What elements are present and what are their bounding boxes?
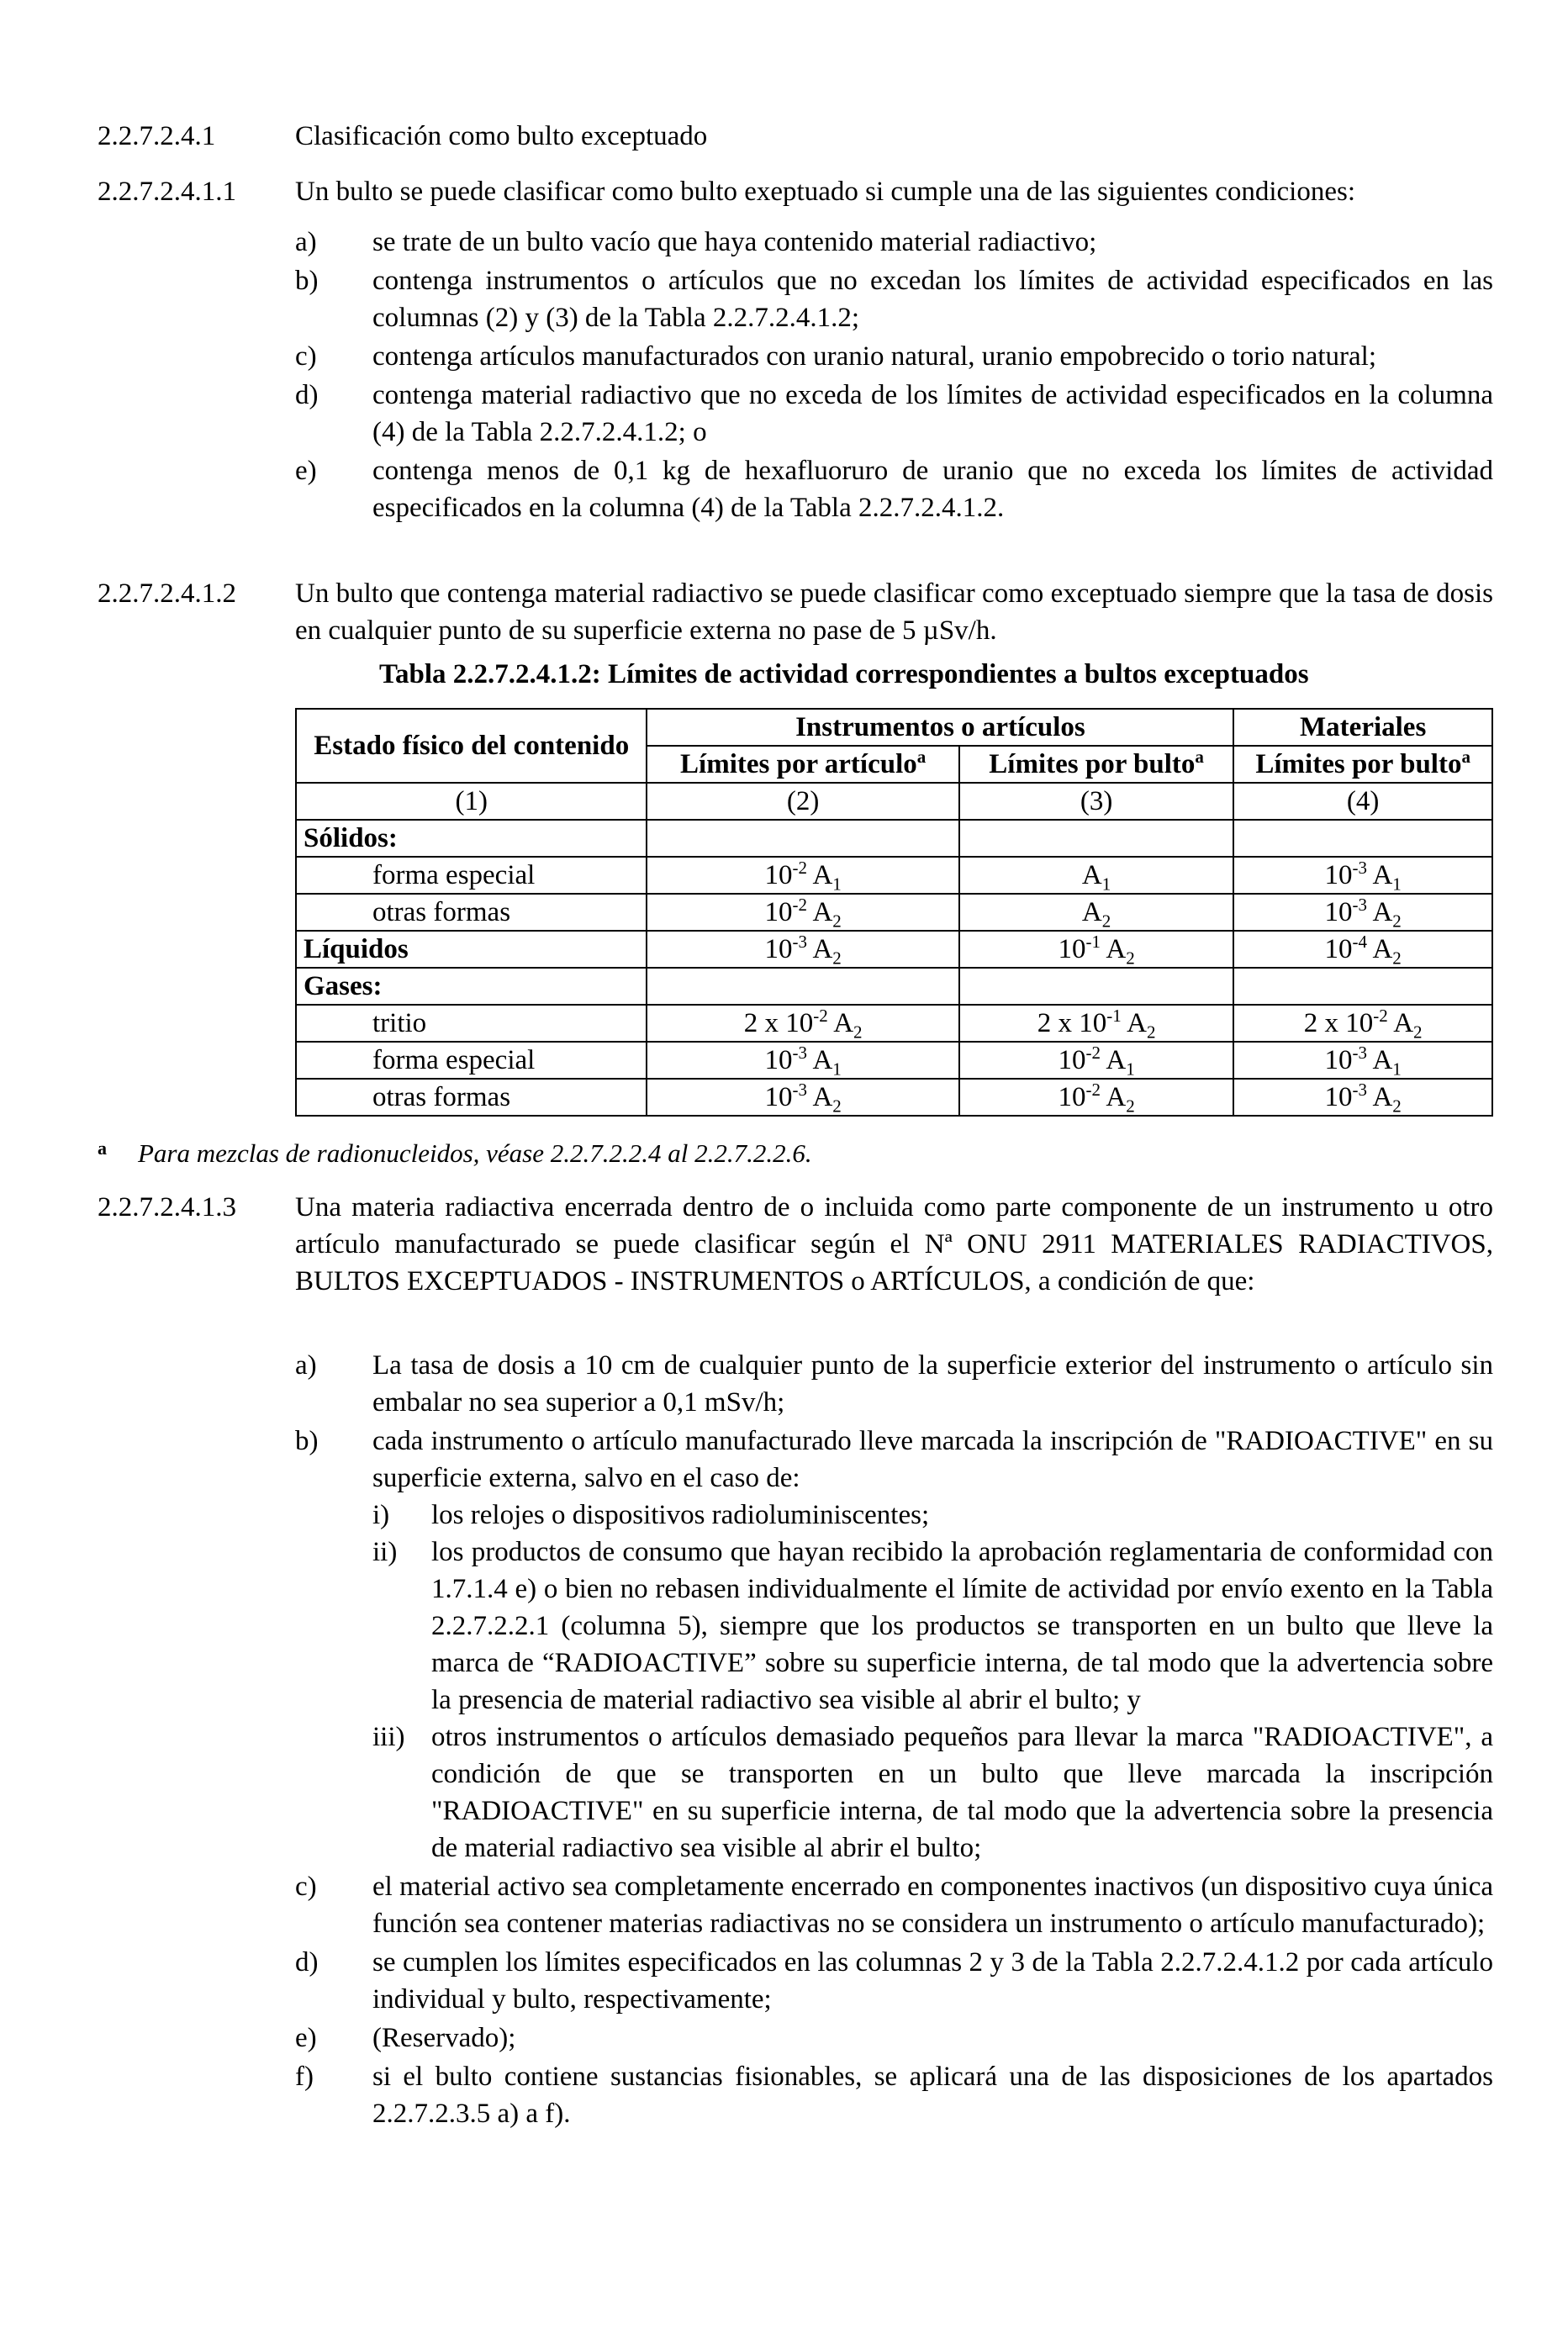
header-text: Límites por bulto [989, 749, 1196, 779]
list-item [295, 1423, 1493, 1867]
header-text: Límites por artículo [680, 749, 917, 779]
paragraph-text: Un bulto se puede clasificar como bulto exeptuado si cumple una de las siguientes condiciones: [295, 177, 1355, 207]
limit-cell: 2 x $10^{-1}$ $A_2$ [959, 1005, 1233, 1042]
header-text: Límites por bulto [1255, 749, 1462, 779]
table-row [296, 857, 1492, 894]
paragraph-2-2-7-2-4-1-2 [98, 575, 1493, 649]
limit-cell: 2 x $10^{-2}$ $A_2$ [1233, 1005, 1492, 1042]
paragraph-text: Una materia radiactiva encerrada dentro de o incluida como parte componente de un instrumento u otro artículo manufacturado se puede clasificar según el Nª ONU 2911 MATERIALES RADIACTIVOS, BULTOS EXCEPTUADOS - INSTRUMENTOS o ARTÍCULOS, a condición de que: [295, 1192, 1493, 1296]
item-label: a) [295, 1350, 317, 1381]
table-row [296, 1042, 1492, 1079]
limit-cell: $10^{-4}$ $A_2$ [1233, 931, 1492, 968]
category-solids: Sólidos: [296, 820, 647, 857]
paragraph-2-2-7-2-4-1-3 [98, 1189, 1493, 1300]
list-item [295, 2020, 1493, 2057]
item-label: b) [295, 266, 319, 296]
item-text: se trate de un bulto vacío que haya contenido material radiactivo; [372, 227, 1097, 257]
row-label: tritio [296, 1005, 647, 1042]
item-text: contenga instrumentos o artículos que no excedan los límites de actividad especificados en las columnas (2) y (3) de la Tabla 2.2.7.2.4.1.2; [372, 266, 1493, 333]
section-number: 2.2.7.2.4.1 [98, 121, 216, 151]
list-item [295, 377, 1493, 451]
sub-item-label: ii) [372, 1537, 398, 1567]
list-item [295, 262, 1493, 336]
item-label: a) [295, 227, 317, 257]
item-label: e) [295, 2023, 317, 2053]
limit-cell: $10^{-1}$ $A_2$ [959, 931, 1233, 968]
section-title: Clasificación como bulto exceptuado [295, 121, 708, 151]
row-label: otras formas [296, 1079, 647, 1116]
row-label: forma especial [296, 857, 647, 894]
list-item [295, 338, 1493, 375]
header-state: Estado físico del contenido [296, 709, 647, 783]
limit-cell: $10^{-3}$ $A_2$ [1233, 894, 1492, 931]
header-instruments: Instrumentos o artículos [647, 709, 1233, 746]
header-per-package [959, 746, 1233, 783]
header-materials: Materiales [1233, 709, 1492, 746]
condition-list [295, 224, 1493, 528]
sub-list-item [372, 1497, 1493, 1534]
item-label: c) [295, 1872, 317, 1902]
sub-list-item [372, 1534, 1493, 1719]
limit-cell: $A_1$ [959, 857, 1233, 894]
limit-cell: $10^{-2}$ $A_2$ [647, 894, 958, 931]
item-text: contenga material radiactivo que no exceda de los límites de actividad especificados en la columna (4) de la Tabla 2.2.7.2.4.1.2; o [372, 380, 1493, 447]
table-row [296, 931, 1492, 968]
item-text: contenga artículos manufacturados con uranio natural, uranio empobrecido o torio natural; [372, 341, 1376, 372]
section-heading [98, 118, 1493, 155]
limit-cell: $10^{-2}$ $A_2$ [959, 1079, 1233, 1116]
paragraph-number: 2.2.7.2.4.1.2 [98, 578, 236, 609]
row-label: otras formas [296, 894, 647, 931]
activity-limits-table [295, 708, 1493, 1117]
paragraph-text: Un bulto que contenga material radiactivo se puede clasificar como exceptuado siempre que la tasa de dosis en cualquier punto de su superficie externa no pase de 5 µSv/h. [295, 578, 1493, 646]
limit-cell: $10^{-2}$ $A_1$ [959, 1042, 1233, 1079]
footnote-mark: a [98, 1138, 107, 1159]
item-text: cada instrumento o artículo manufacturado lleve marcada la inscripción de "RADIOACTIVE" en su superficie externa, salvo en el caso de: [372, 1426, 1493, 1493]
list-item [295, 1868, 1493, 1942]
item-label: c) [295, 341, 317, 372]
sub-item-text: otros instrumentos o artículos demasiado pequeños para llevar la marca "RADIOACTIVE", a condición de que se transporten en un bulto que lleve marcada la inscripción "RADIOACTIVE" en su superficie interna, de tal modo que la advertencia sobre la presencia de material radiactivo sea visible al abrir el bulto; [431, 1722, 1493, 1863]
list-item [295, 224, 1493, 261]
limit-cell: $10^{-3}$ $A_1$ [647, 1042, 958, 1079]
paragraph-number: 2.2.7.2.4.1.1 [98, 177, 236, 207]
row-label: forma especial [296, 1042, 647, 1079]
header-per-article [647, 746, 958, 783]
item-text: el material activo sea completamente encerrado en componentes inactivos (un dispositivo cuya única función sea contener materias radiactivas no se considera un instrumento o artículo manufacturado); [372, 1872, 1493, 1939]
item-text: contenga menos de 0,1 kg de hexafluoruro de uranio que no exceda los límites de actividad especificados en la columna (4) de la Tabla 2.2.7.2.4.1.2. [372, 456, 1493, 523]
limit-cell: $10^{-3}$ $A_2$ [647, 1079, 958, 1116]
sub-item-text: los productos de consumo que hayan recibido la aprobación reglamentaria de conformidad con 1.7.1.4 e) o bien no rebasen individualmente el límite de actividad por envío exento en la Tabla 2.2.7.2.2.1 (columna 5), siempre que los productos se transporten en un bulto que lleve la marca de “RADIOACTIVE” sobre su superficie interna, de tal modo que la advertencia sobre la presencia de material radiactivo sea visible al abrir el bulto; y [431, 1537, 1493, 1715]
table-row [296, 894, 1492, 931]
list-item [295, 1944, 1493, 2018]
category-liquids: Líquidos [296, 931, 647, 968]
limit-cell: $10^{-2}$ $A_1$ [647, 857, 958, 894]
limit-cell: $A_2$ [959, 894, 1233, 931]
header-per-package-materials [1233, 746, 1492, 783]
limit-cell: $10^{-3}$ $A_1$ [1233, 857, 1492, 894]
footnote-text: Para mezclas de radionucleidos, véase 2.2.7.2.2.4 al 2.2.7.2.2.6. [138, 1138, 812, 1168]
footnote-ref: a [1461, 747, 1470, 767]
item-text: se cumplen los límites especificados en las columnas 2 y 3 de la Tabla 2.2.7.2.4.1.2 por cada artículo individual y bulto, respectivamente; [372, 1947, 1493, 2015]
table-row [296, 1079, 1492, 1116]
sub-item-label: i) [372, 1500, 390, 1530]
limit-cell: $10^{-3}$ $A_2$ [1233, 1079, 1492, 1116]
item-label: d) [295, 380, 319, 410]
footnote-ref: a [916, 747, 927, 767]
item-text: La tasa de dosis a 10 cm de cualquier punto de la superficie exterior del instrumento o artículo sin embalar no sea superior a 0,1 mSv/h; [372, 1350, 1493, 1418]
sub-list-item [372, 1719, 1493, 1867]
item-text: si el bulto contiene sustancias fisionables, se aplicará una de las disposiciones de los apartados 2.2.7.2.3.5 a) a f). [372, 2062, 1493, 2129]
condition-list-2 [295, 1347, 1493, 2134]
column-number: (2) [647, 783, 958, 820]
table-footnote [98, 1135, 812, 1172]
column-number: (4) [1233, 783, 1492, 820]
limit-cell: $10^{-3}$ $A_2$ [647, 931, 958, 968]
item-label: b) [295, 1426, 319, 1456]
paragraph-2-2-7-2-4-1-1 [98, 173, 1493, 210]
sub-item-text: los relojes o dispositivos radioluminiscentes; [431, 1500, 930, 1530]
item-label: d) [295, 1947, 319, 1978]
list-item [295, 2058, 1493, 2132]
table-caption: Tabla 2.2.7.2.4.1.2: Límites de actividad correspondientes a bultos exceptuados [379, 659, 1309, 689]
column-number: (3) [959, 783, 1233, 820]
item-label: f) [295, 2062, 314, 2092]
category-gases: Gases: [296, 968, 647, 1005]
paragraph-number: 2.2.7.2.4.1.3 [98, 1192, 236, 1222]
column-number: (1) [296, 783, 647, 820]
limit-cell: 2 x $10^{-2}$ $A_2$ [647, 1005, 958, 1042]
item-text: (Reservado); [372, 2023, 516, 2053]
footnote-ref: a [1195, 747, 1204, 767]
list-item [295, 1347, 1493, 1421]
table-row [296, 1005, 1492, 1042]
sub-item-label: iii) [372, 1722, 405, 1752]
sub-list [372, 1497, 1493, 1867]
item-label: e) [295, 456, 317, 486]
list-item [295, 452, 1493, 526]
limit-cell: $10^{-3}$ $A_1$ [1233, 1042, 1492, 1079]
